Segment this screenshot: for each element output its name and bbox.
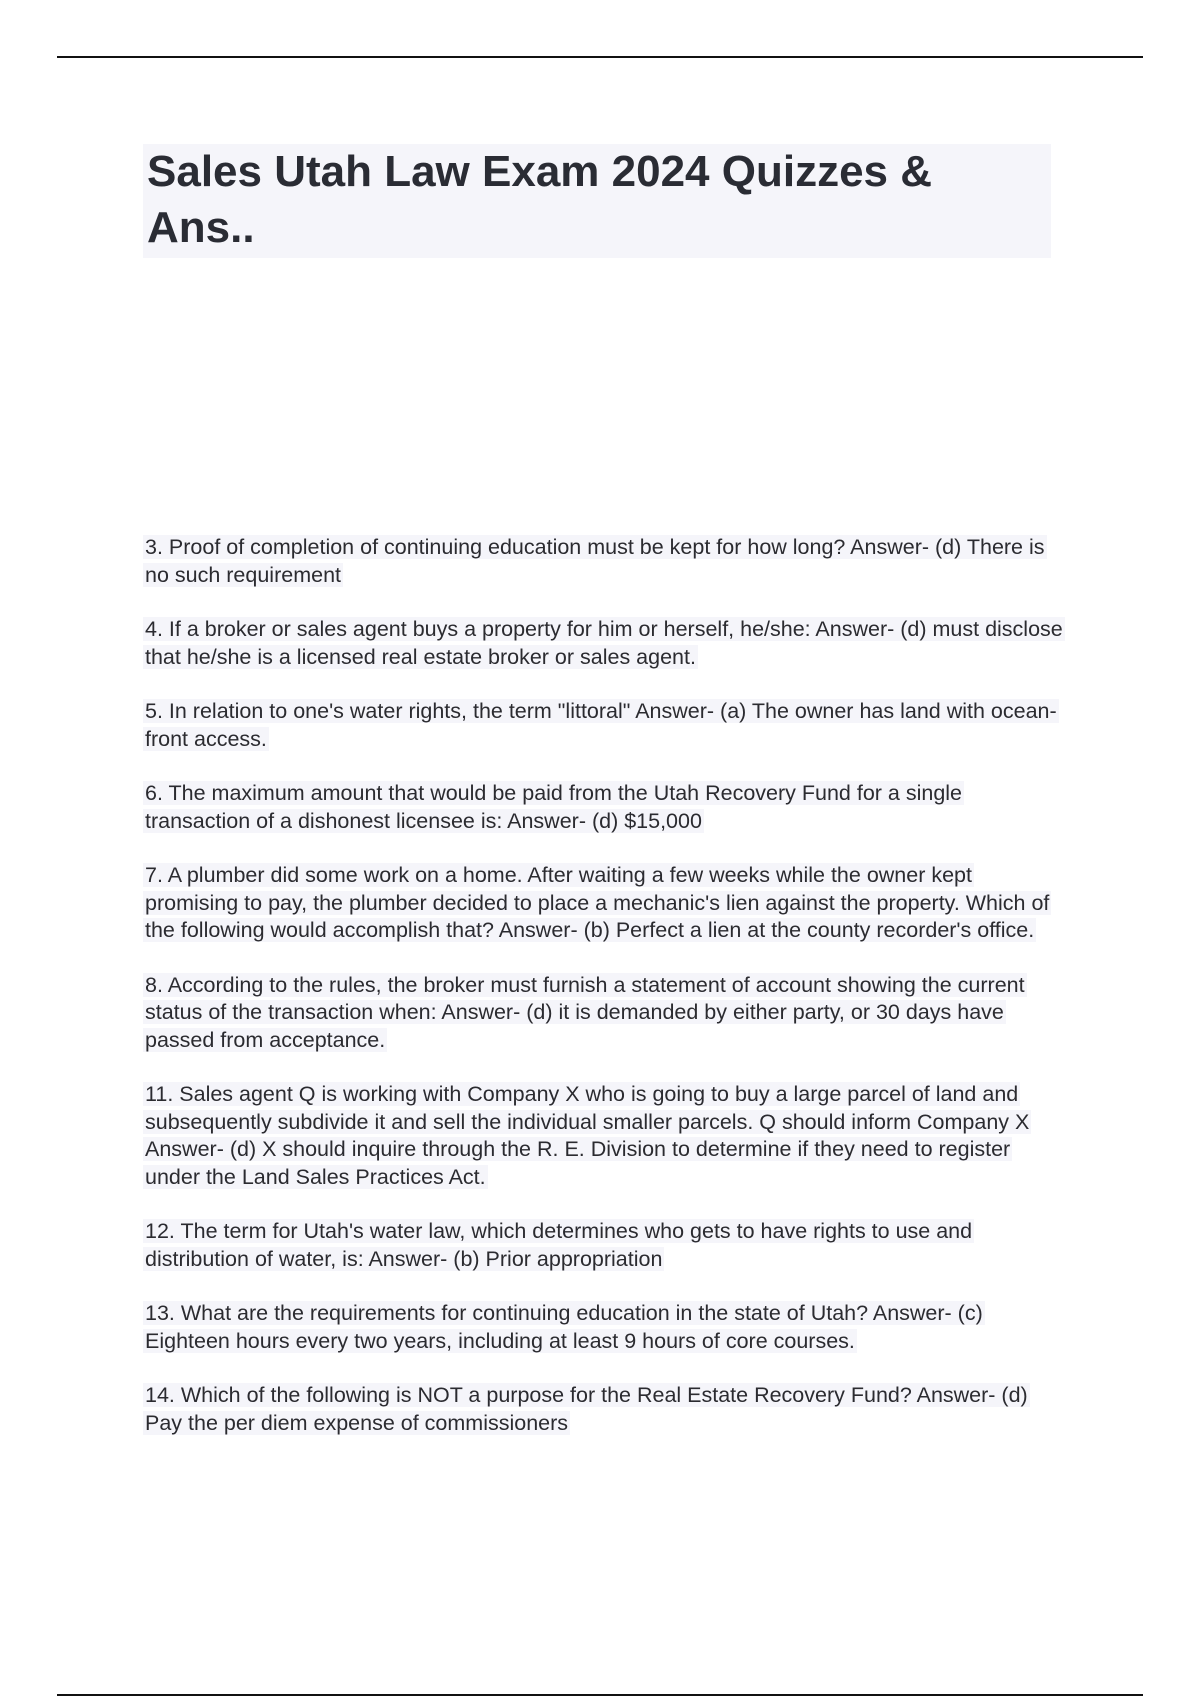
question-item-13 — [143, 1300, 1063, 1355]
question-item-12 — [143, 1218, 1063, 1273]
top-rule — [57, 56, 1143, 58]
question-text: 6. The maximum amount that would be paid from the Utah Recovery Fund for a single transaction of a dishonest licensee is: Answer- (d) $15,000 — [145, 781, 963, 833]
question-text: 14. Which of the following is NOT a purpose for the Real Estate Recovery Fund? Answer- (d) Pay the per diem expense of commissioners — [145, 1383, 1028, 1435]
document-title: Sales Utah Law Exam 2024 Quizzes & Ans.. — [147, 147, 933, 252]
question-item-14 — [143, 1382, 1063, 1437]
question-text: 7. A plumber did some work on a home. After waiting a few weeks while the owner kept promising to pay, the plumber decided to place a mechanic's lien against the property. Which of the following would accomplish that? Answer- (b) Perfect a lien at the county recorder's office. — [145, 863, 1050, 942]
question-item-8 — [143, 972, 1063, 1055]
question-text: 8. According to the rules, the broker must furnish a statement of account showing the current status of the transaction when: Answer- (d) it is demanded by either party, or 30 days have passed from acceptance. — [145, 972, 1025, 1052]
bottom-rule — [57, 1694, 1143, 1696]
question-item-7 — [143, 862, 1063, 945]
question-text: 11. Sales agent Q is working with Company X who is going to buy a large parcel of land and subsequently subdivide it and sell the individual smaller parcels. Q should inform Company X Answer- (d) X should inquire through the R. E. Division to determine if they need to register under the Land Sales Practices Act. — [145, 1082, 1030, 1189]
question-item-6 — [143, 780, 1063, 835]
question-item-3 — [143, 534, 1063, 589]
question-item-11 — [143, 1081, 1063, 1191]
question-text: 5. In relation to one's water rights, the term "littoral" Answer- (a) The owner has land with ocean-front access. — [145, 699, 1057, 751]
question-text: 12. The term for Utah's water law, which determines who gets to have rights to use and distribution of water, is: Answer- (b) Prior appropriation — [145, 1219, 973, 1271]
title-block — [143, 144, 1051, 258]
question-list — [143, 534, 1063, 1464]
question-text: 13. What are the requirements for continuing education in the state of Utah? Answer- (c) Eighteen hours every two years, including at least 9 hours of core courses. — [145, 1301, 983, 1353]
question-text: 3. Proof of completion of continuing education must be kept for how long? Answer- (d) There is no such requirement — [145, 535, 1045, 587]
question-text: 4. If a broker or sales agent buys a property for him or herself, he/she: Answer- (d) must disclose that he/she is a licensed real estate broker or sales agent. — [145, 617, 1063, 669]
question-item-5 — [143, 698, 1063, 753]
question-item-4 — [143, 616, 1063, 671]
